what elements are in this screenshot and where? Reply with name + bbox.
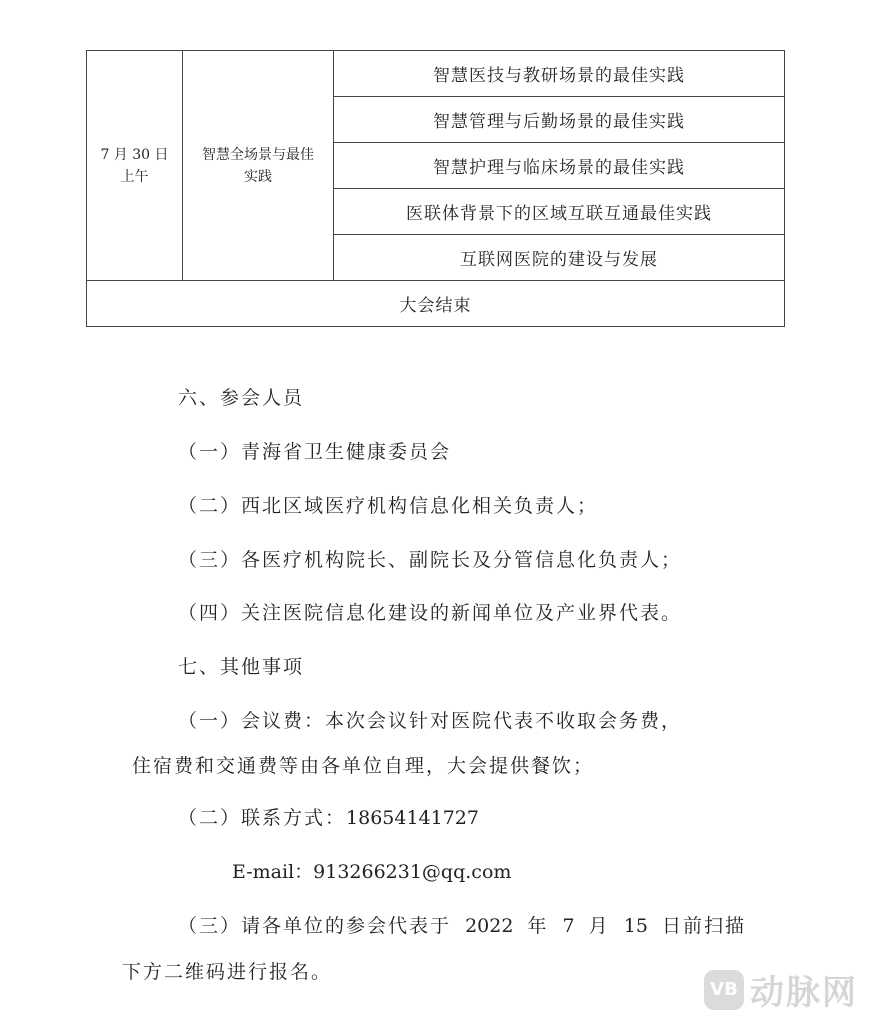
email-line: [232, 857, 511, 884]
topic-line: 实践: [244, 168, 272, 185]
session-item: 智慧医技与教研场景的最佳实践: [334, 51, 785, 97]
date-line: 7 月 30 日: [100, 146, 169, 163]
fee-line: （一）会议费：本次会议针对医院代表不收取会务费，: [178, 710, 683, 732]
registration-day: 15: [623, 915, 648, 937]
registration-month-unit: 月: [588, 915, 610, 937]
contact-line: [178, 803, 479, 830]
watermark-text: 动脉网: [750, 973, 858, 1013]
closing-cell: 大会结束: [87, 281, 785, 327]
registration-year-unit: 年: [527, 915, 549, 937]
registration-suffix: 日前扫描: [661, 915, 746, 937]
schedule-table: [86, 50, 785, 327]
session-item: 智慧护理与临床场景的最佳实践: [334, 143, 785, 189]
table-row: [87, 281, 785, 327]
time-line: 上午: [120, 168, 149, 185]
section-heading: 七、其他事项: [178, 656, 305, 678]
contact-phone: 18654141727: [346, 807, 479, 829]
session-item: 智慧管理与后勤场景的最佳实践: [334, 97, 785, 143]
registration-line-2: 下方二维码进行报名。: [122, 961, 333, 983]
topic-cell: [183, 51, 334, 281]
registration-year: 2022: [465, 915, 514, 937]
attendee-item: （四）关注医院信息化建设的新闻单位及产业界代表。: [178, 602, 683, 624]
email-value: 913266231@qq.com: [313, 861, 512, 883]
section-heading: 六、参会人员: [178, 387, 305, 409]
attendee-item: （一）青海省卫生健康委员会: [178, 441, 452, 463]
registration-line: [178, 911, 746, 938]
topic-line: 智慧全场景与最佳: [202, 146, 314, 163]
attendee-item: （二）西北区域医疗机构信息化相关负责人；: [178, 495, 599, 517]
fee-line: 住宿费和交通费等由各单位自理，大会提供餐饮；: [132, 755, 595, 777]
date-cell: [87, 51, 183, 281]
watermark: [704, 965, 858, 1014]
registration-month: 7: [562, 915, 575, 937]
attendee-item: （三）各医疗机构院长、副院长及分管信息化负责人；: [178, 549, 683, 571]
watermark-logo-icon: VB: [704, 970, 744, 1010]
registration-prefix: （三）请各单位的参会代表于: [178, 915, 452, 937]
email-label: E-mail：: [232, 861, 314, 883]
table-row: [87, 51, 785, 97]
session-item: 医联体背景下的区域互联互通最佳实践: [334, 189, 785, 235]
contact-label: （二）联系方式：: [178, 807, 347, 829]
session-item: 互联网医院的建设与发展: [334, 235, 785, 281]
